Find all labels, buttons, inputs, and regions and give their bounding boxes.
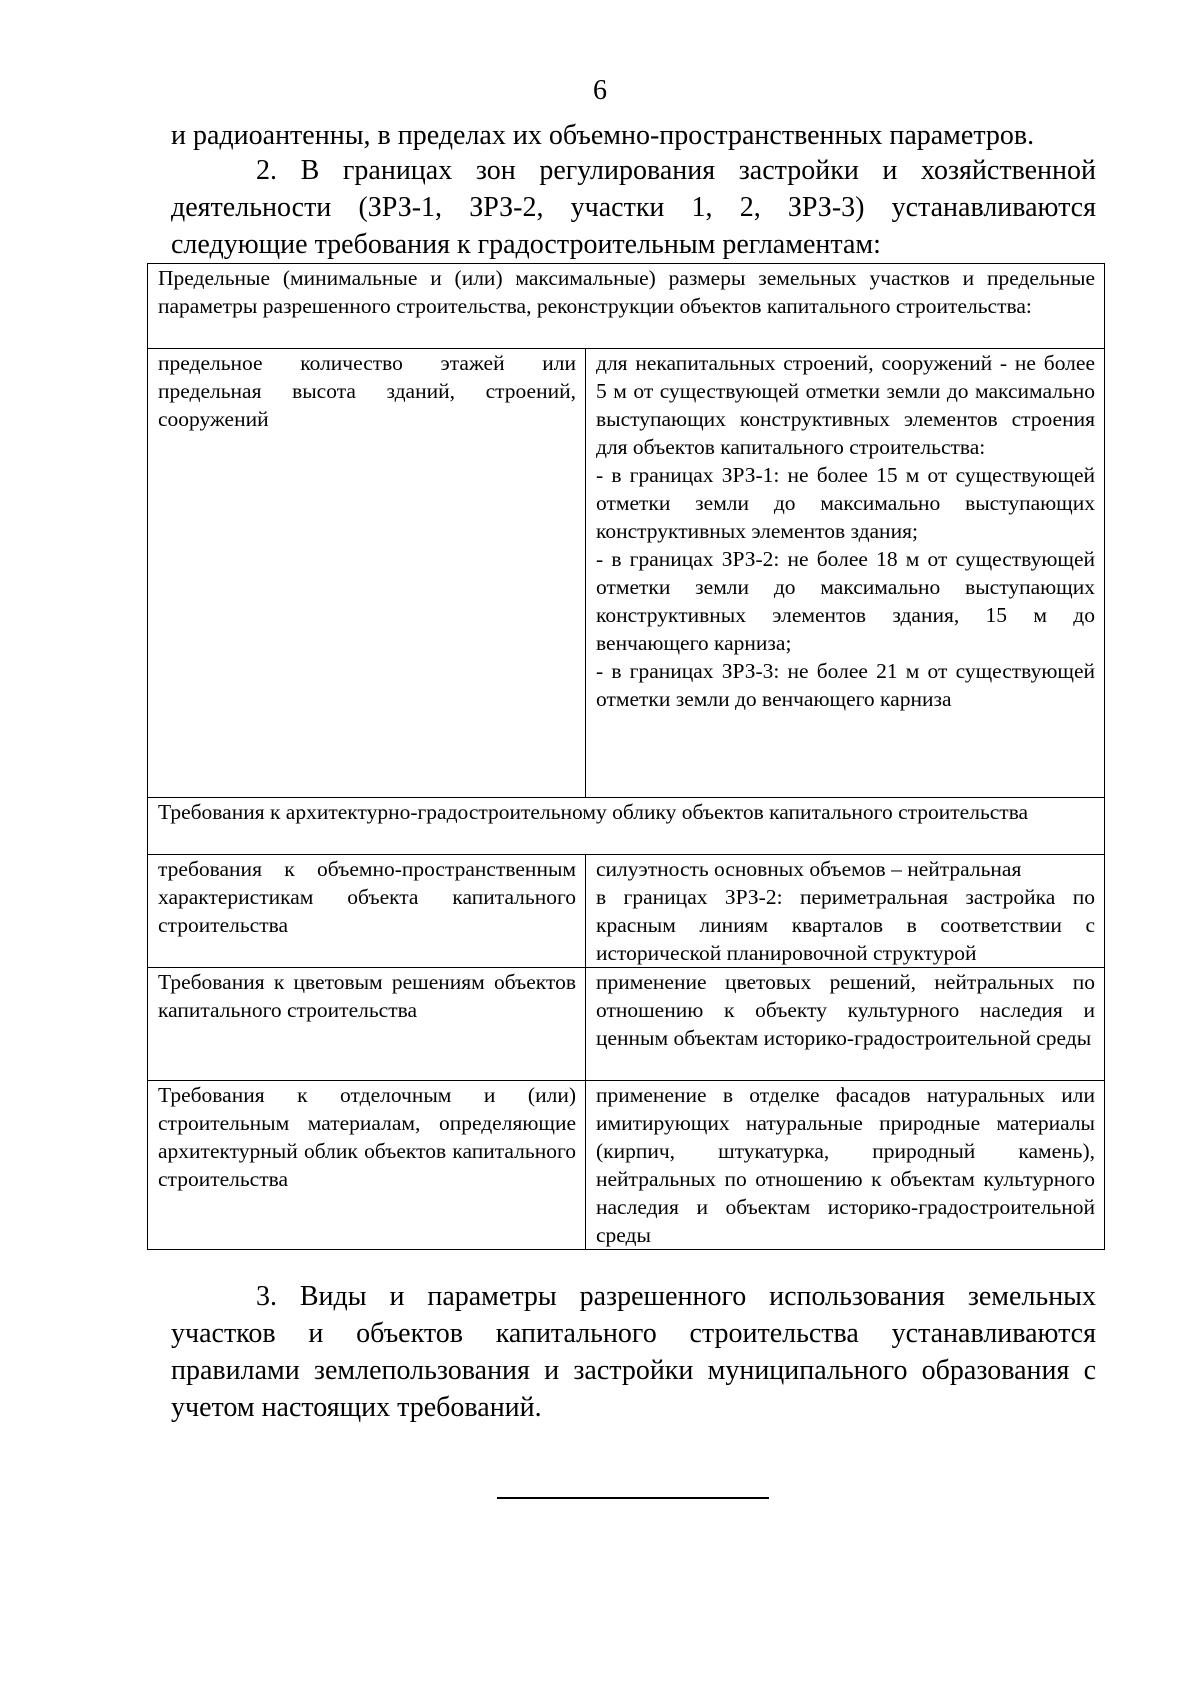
- table-row: [148, 855, 1105, 968]
- table-header-row: [148, 798, 1105, 855]
- table-row: [148, 1081, 1105, 1250]
- paragraph-section-2: 2. В границах зон регулирования застройки и хозяйственной деятельности (ЗРЗ-1, ЗРЗ-2, участки 1, 2, ЗРЗ-3) устанавливаются следующие требования к градостроительным регламентам:: [171, 155, 1096, 260]
- volume-silhouette: силуэтность основных объемов – нейтральная: [596, 857, 1022, 881]
- table-cell-materials-label: Требования к отделочным и (или) строительным материалам, определяющие архитектурный облик объектов капитального строительства: [148, 1081, 586, 1250]
- table-cell-height-limit-values: [586, 349, 1105, 798]
- table-header-row: [148, 264, 1105, 349]
- table-cell-color-label: Требования к цветовым решениям объектов капитального строительства: [148, 968, 586, 1081]
- table-cell-volume-label: требования к объемно-пространственным характеристикам объекта капитального строительства: [148, 855, 586, 968]
- height-limit-zrz-3: - в границах ЗРЗ-3: не более 21 м от существующей отметки земли до венчающего карниза: [596, 659, 1095, 711]
- table-row: [148, 349, 1105, 798]
- table-cell-volume-values: [586, 855, 1105, 968]
- height-limit-zrz-2: - в границах ЗРЗ-2: не более 18 м от существующей отметки земли до максимально выступающих конструктивных элементов здания, 15 м до венчающего карниза;: [596, 547, 1095, 655]
- table-cell-color-values: применение цветовых решений, нейтральных по отношению к объекту культурного наследия и ценным объектам историко-градостроительной среды: [586, 968, 1105, 1081]
- height-limit-intro: для некапитальных строений, сооружений - не более 5 м от существующей отметки земли до максимально выступающих конструктивных элементов строения для объектов капитального строительства:: [596, 351, 1095, 459]
- paragraph-continuation: и радиоантенны, в пределах их объемно-пространственных параметров.: [171, 120, 1035, 151]
- paragraph-section-3: 3. Виды и параметры разрешенного использования земельных участков и объектов капитального строительства устанавливаются правилами землепользования и застройки муниципального образования с учетом настоящих требований.: [171, 1281, 1096, 1423]
- volume-zrz-2: в границах ЗРЗ-2: периметральная застройка по красным линиям кварталов в соответствии с исторической планировочной структурой: [596, 885, 1095, 965]
- table-cell-height-limit-label: предельное количество этажей или предельная высота зданий, строений, сооружений: [148, 349, 586, 798]
- page-number: 6: [593, 75, 607, 106]
- table-cell-materials-values: применение в отделке фасадов натуральных или имитирующих натуральные природные материалы (кирпич, штукатурка, природный камень), нейтральных по отношению к объектам культурного наследия и объектам историко-градостроительной среды: [586, 1081, 1105, 1250]
- closing-divider: [497, 1497, 769, 1499]
- table-header-appearance: Требования к архитектурно-градостроительному облику объектов капитального строительства: [148, 798, 1105, 855]
- height-limit-zrz-1: - в границах ЗРЗ-1: не более 15 м от существующей отметки земли до максимально выступающих конструктивных элементов здания;: [596, 463, 1095, 543]
- table-row: [148, 968, 1105, 1081]
- table-header-limits: Предельные (минимальные и (или) максимальные) размеры земельных участков и предельные параметры разрешенного строительства, реконструкции объектов капитального строительства:: [148, 264, 1105, 349]
- requirements-table: [147, 263, 1105, 1250]
